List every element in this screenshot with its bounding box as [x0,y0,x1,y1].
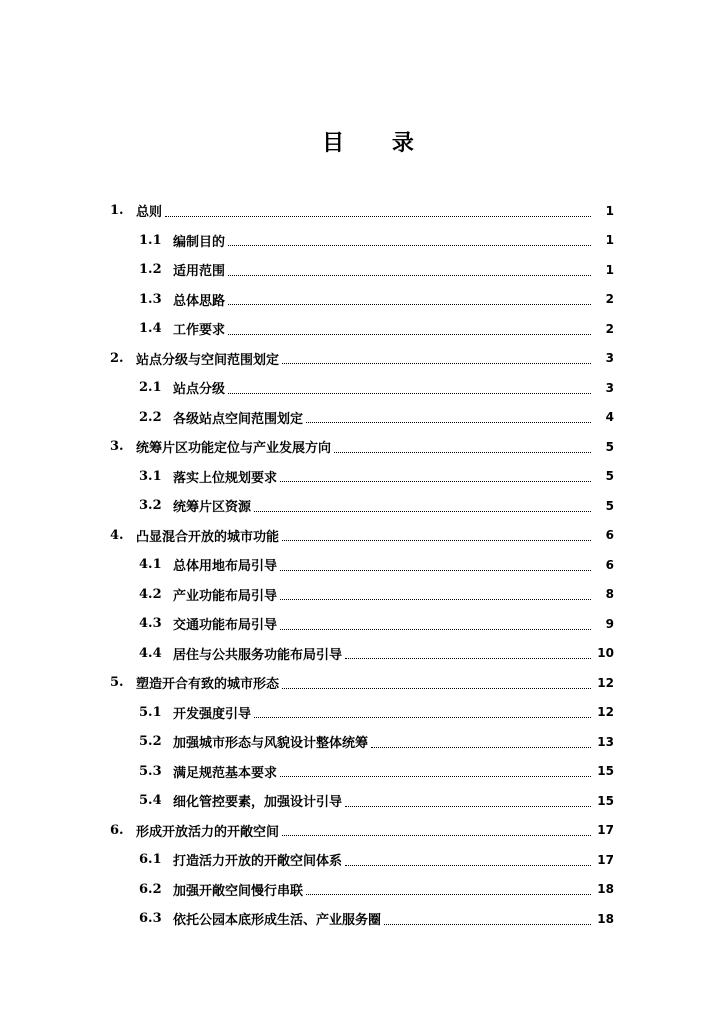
toc-entry-number: 4.1 [139,557,162,573]
toc-entry-number: 6.3 [139,911,162,927]
toc-entry-number: 1.3 [139,291,162,307]
toc-page-number: 8 [605,587,614,602]
table-of-contents [0,196,724,934]
toc-dot-leader [280,775,591,777]
toc-entry-number: 5.2 [139,734,162,750]
toc-dot-leader [306,893,591,895]
toc-chapter-entry[interactable] [0,196,724,226]
toc-dot-leader [345,864,591,866]
toc-entry-title: 凸显混合开放的城市功能 [136,529,280,545]
toc-entry-number: 6. [110,822,124,838]
toc-section-entry[interactable] [0,491,724,521]
toc-entry-number: 4.3 [139,616,162,632]
toc-entry-title: 居住与公共服务功能布局引导 [173,647,343,663]
toc-page-number: 5 [605,498,614,513]
toc-section-entry[interactable] [0,875,724,905]
toc-chapter-entry[interactable] [0,816,724,846]
toc-chapter-entry[interactable] [0,521,724,551]
toc-dot-leader [280,628,591,630]
toc-section-entry[interactable] [0,580,724,610]
toc-entry-number: 1.1 [139,232,162,248]
toc-entry-title: 塑造开合有致的城市形态 [136,677,280,693]
toc-dot-leader [254,716,591,718]
toc-page-number: 6 [605,557,614,572]
toc-section-entry[interactable] [0,757,724,787]
toc-section-entry[interactable] [0,314,724,344]
toc-entry-title: 形成开放活力的开敞空间 [136,824,280,840]
toc-entry-title: 工作要求 [173,323,226,339]
toc-entry-title: 各级站点空间范围划定 [173,411,304,427]
toc-dot-leader [282,834,591,836]
toc-dot-leader [254,510,591,512]
toc-page-number: 9 [605,616,614,631]
toc-page-number: 2 [605,321,614,336]
toc-entry-number: 4. [110,527,124,543]
toc-section-entry[interactable] [0,609,724,639]
toc-entry-title: 细化管控要素，加强设计引导 [173,795,343,811]
toc-entry-title: 落实上位规划要求 [173,470,278,486]
toc-section-entry[interactable] [0,285,724,315]
toc-page-number: 1 [605,262,614,277]
toc-entry-title: 满足规范基本要求 [173,765,278,781]
toc-entry-number: 3.2 [139,498,162,514]
toc-page-number: 13 [597,734,614,749]
toc-dot-leader [165,215,591,217]
toc-chapter-entry[interactable] [0,668,724,698]
toc-entry-title: 总体用地布局引导 [173,559,278,575]
toc-entry-number: 5.4 [139,793,162,809]
toc-page-number: 18 [597,882,614,897]
toc-page-number: 1 [605,233,614,248]
toc-entry-title: 交通功能布局引导 [173,618,278,634]
toc-dot-leader [334,451,591,453]
toc-page-number: 5 [605,469,614,484]
toc-dot-leader [282,362,591,364]
toc-section-entry[interactable] [0,403,724,433]
toc-entry-number: 1.4 [139,321,162,337]
toc-entry-number: 1. [110,203,124,219]
toc-page-number: 15 [597,764,614,779]
toc-entry-number: 6.1 [139,852,162,868]
toc-entry-title: 统筹片区资源 [173,500,252,516]
toc-dot-leader [345,805,591,807]
toc-dot-leader [282,687,591,689]
toc-page-number: 17 [597,852,614,867]
toc-page-number: 2 [605,292,614,307]
toc-entry-title: 适用范围 [173,264,226,280]
toc-page-number: 3 [605,351,614,366]
toc-entry-title: 依托公园本底形成生活、产业服务圈 [173,913,382,929]
toc-entry-number: 3. [110,439,124,455]
toc-entry-title: 统筹片区功能定位与产业发展方向 [136,441,332,457]
toc-entry-title: 加强开敞空间慢行串联 [173,883,304,899]
toc-chapter-entry[interactable] [0,344,724,374]
toc-dot-leader [228,274,591,276]
toc-section-entry[interactable] [0,255,724,285]
toc-section-entry[interactable] [0,727,724,757]
toc-entry-number: 6.2 [139,881,162,897]
toc-chapter-entry[interactable] [0,432,724,462]
toc-entry-number: 5.1 [139,704,162,720]
toc-section-entry[interactable] [0,639,724,669]
toc-page-number: 6 [605,528,614,543]
toc-entry-title: 开发强度引导 [173,706,252,722]
toc-dot-leader [384,923,591,925]
toc-page-number: 12 [597,705,614,720]
toc-entry-title: 总则 [136,205,163,221]
toc-page-number: 1 [605,203,614,218]
toc-entry-title: 编制目的 [173,234,226,250]
toc-page-number: 17 [597,823,614,838]
toc-dot-leader [228,244,591,246]
toc-entry-number: 2. [110,350,124,366]
toc-section-entry[interactable] [0,462,724,492]
toc-section-entry[interactable] [0,550,724,580]
toc-page-number: 5 [605,439,614,454]
toc-entry-number: 5.3 [139,763,162,779]
toc-dot-leader [282,539,591,541]
toc-entry-number: 5. [110,675,124,691]
toc-section-entry[interactable] [0,786,724,816]
toc-section-entry[interactable] [0,226,724,256]
toc-page-number: 3 [605,380,614,395]
toc-section-entry[interactable] [0,373,724,403]
toc-page-number: 10 [597,646,614,661]
toc-page-number: 18 [597,911,614,926]
toc-page-number: 4 [605,410,614,425]
toc-entry-title: 加强城市形态与风貌设计整体统筹 [173,736,369,752]
toc-entry-title: 站点分级与空间范围划定 [136,352,280,368]
toc-entry-number: 4.2 [139,586,162,602]
toc-dot-leader [280,598,591,600]
toc-dot-leader [280,569,591,571]
toc-dot-leader [306,421,591,423]
toc-entry-number: 1.2 [139,262,162,278]
toc-dot-leader [345,657,591,659]
toc-dot-leader [228,333,591,335]
toc-section-entry[interactable] [0,904,724,934]
toc-entry-title: 打造活力开放的开敞空间体系 [173,854,343,870]
toc-section-entry[interactable] [0,698,724,728]
toc-title: 目 录 [322,130,434,156]
toc-entry-title: 产业功能布局引导 [173,588,278,604]
toc-entry-title: 总体思路 [173,293,226,309]
toc-entry-title: 站点分级 [173,382,226,398]
toc-page-number: 12 [597,675,614,690]
toc-section-entry[interactable] [0,845,724,875]
toc-dot-leader [228,303,591,305]
toc-dot-leader [280,480,591,482]
toc-page-number: 15 [597,793,614,808]
toc-entry-number: 3.1 [139,468,162,484]
toc-entry-number: 4.4 [139,645,162,661]
toc-dot-leader [371,746,591,748]
toc-entry-number: 2.1 [139,380,162,396]
toc-dot-leader [228,392,591,394]
toc-entry-number: 2.2 [139,409,162,425]
